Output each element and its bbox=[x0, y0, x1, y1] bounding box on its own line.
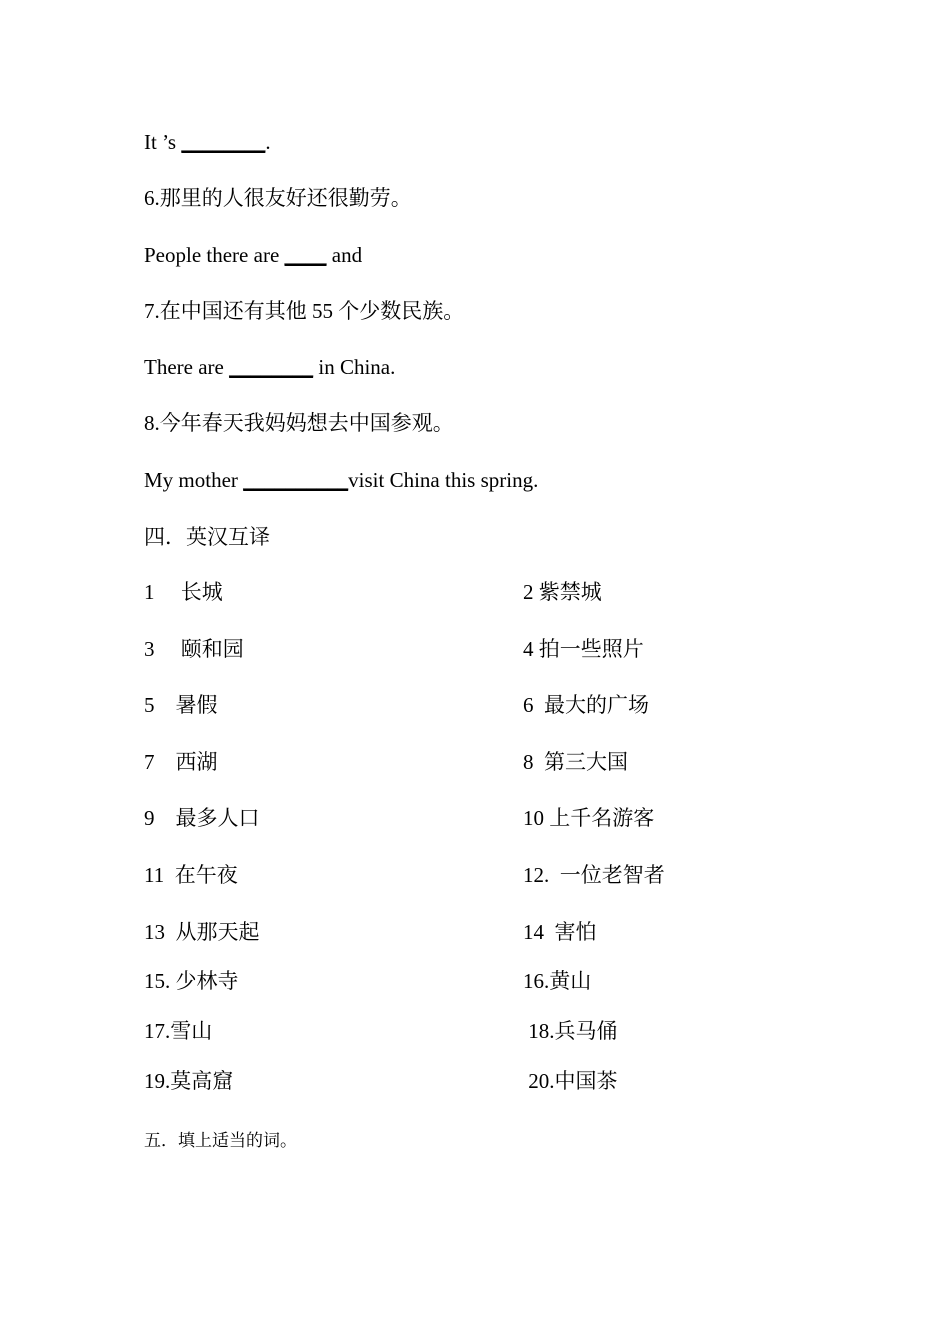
translation-item: 5 暑假 bbox=[144, 693, 218, 717]
answer-blank[interactable]: ________ bbox=[229, 355, 314, 379]
translation-item: 12. 一位老智者 bbox=[523, 863, 665, 887]
translation-item: 13 从那天起 bbox=[144, 920, 260, 944]
sentence-6-chinese: 6.那里的人很友好还很勤劳。 bbox=[144, 186, 412, 210]
sentence-7-chinese: 7.在中国还有其他 55 个少数民族。 bbox=[144, 299, 465, 323]
answer-blank[interactable]: __________ bbox=[243, 468, 349, 492]
translation-item: 4 拍一些照片 bbox=[523, 637, 644, 661]
translation-item: 16.黄山 bbox=[523, 969, 592, 993]
translation-item: 10 上千名游客 bbox=[523, 806, 655, 830]
sentence-suffix: visit China this spring. bbox=[348, 468, 539, 492]
section-4-title: 四．英汉互译 bbox=[144, 525, 270, 549]
sentence-prefix: It ’s bbox=[144, 130, 182, 154]
section-5-title: 五．填上适当的词。 bbox=[144, 1131, 297, 1150]
translation-item: 15. 少林寺 bbox=[144, 969, 239, 993]
translation-item: 20.中国茶 bbox=[523, 1069, 618, 1093]
sentence-5-english bbox=[144, 129, 271, 155]
translation-item: 1 长城 bbox=[144, 580, 223, 604]
sentence-suffix: in China. bbox=[313, 355, 396, 379]
sentence-8-english bbox=[144, 467, 538, 493]
sentence-8-chinese: 8.今年春天我妈妈想去中国参观。 bbox=[144, 411, 454, 435]
answer-blank[interactable]: ____ bbox=[284, 243, 327, 267]
translation-item: 9 最多人口 bbox=[144, 806, 260, 830]
translation-item: 19.莫高窟 bbox=[144, 1069, 234, 1093]
sentence-7-english bbox=[144, 354, 395, 380]
translation-item: 6 最大的广场 bbox=[523, 693, 649, 717]
translation-item: 17.雪山 bbox=[144, 1019, 213, 1043]
translation-item: 14 害怕 bbox=[523, 920, 597, 944]
translation-item: 3 颐和园 bbox=[144, 637, 244, 661]
translation-item: 18.兵马俑 bbox=[523, 1019, 618, 1043]
translation-item: 11 在午夜 bbox=[144, 863, 238, 887]
sentence-prefix: People there are bbox=[144, 243, 285, 267]
translation-item: 7 西湖 bbox=[144, 750, 218, 774]
sentence-suffix: . bbox=[265, 130, 271, 154]
sentence-prefix: There are bbox=[144, 355, 230, 379]
sentence-prefix: My mother bbox=[144, 468, 244, 492]
translation-item: 2 紫禁城 bbox=[523, 580, 602, 604]
answer-blank[interactable]: ________ bbox=[181, 130, 266, 154]
translation-item: 8 第三大国 bbox=[523, 750, 628, 774]
sentence-suffix: and bbox=[326, 243, 363, 267]
sentence-6-english bbox=[144, 242, 362, 268]
